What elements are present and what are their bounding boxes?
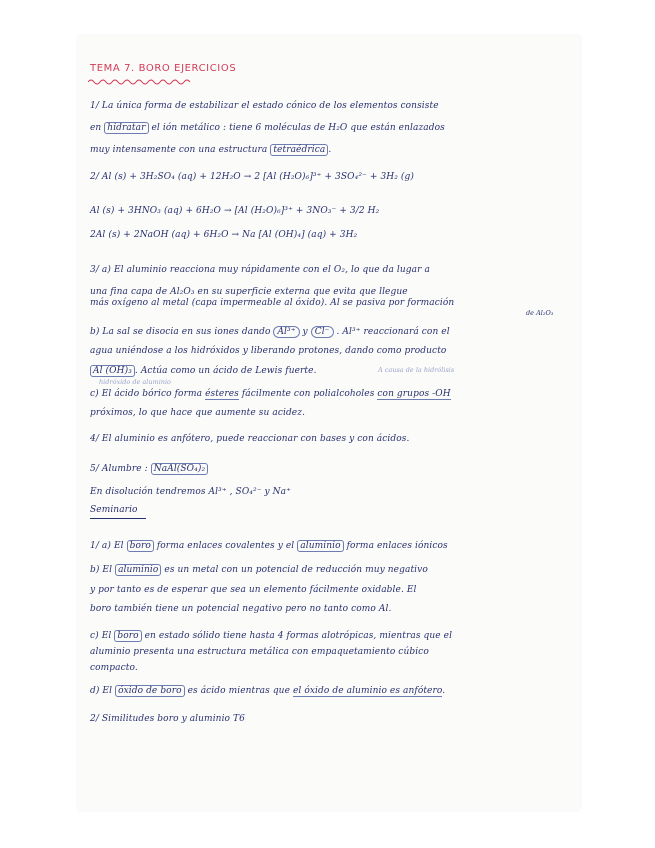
exercise-3b-line-3: Al (OH)₃ . Actúa como un ácido de Lewis fuerte. — [90, 366, 317, 376]
exercise-3b-line-2: agua uniéndose a los hidróxidos y liberando protones, dando como producto — [90, 346, 447, 356]
aloh3-box: Al (OH)₃ — [90, 365, 135, 377]
alumbre-formula-box: NaAl(SO₄)₂ — [151, 463, 208, 475]
seminario-heading: Seminario — [90, 505, 138, 515]
al3-circle: Al³⁺ — [273, 326, 299, 338]
exercise-4: 4/ El aluminio es anfótero, puede reaccionar con bases y con ácidos. — [90, 434, 410, 444]
cl-circle: Cl⁻ — [311, 326, 334, 338]
reaction-3: 2Al (s) + 2NaOH (aq) + 6H₂O → Na [Al (OH)₄] (aq) + 3H₂ — [90, 230, 358, 240]
exercise-3b-line-1: b) La sal se disocia en sus iones dando Al³⁺ y Cl⁻ . Al³⁺ reaccionará con el — [90, 327, 450, 337]
exercise-3a-line-1: 3/ a) El aluminio reacciona muy rápidamente con el O₂, lo que da lugar a — [90, 265, 430, 275]
seminario-1c-line-2: aluminio presenta una estructura metálica con empaquetamiento cúbico — [90, 647, 429, 657]
exercise-3a-margin-note: de Al₂O₃ — [526, 309, 554, 317]
exercise-3c-line-1: c) El ácido bórico forma ésteres fácilmente con polialcoholes con grupos -OH — [90, 389, 451, 399]
seminario-underline — [90, 518, 146, 519]
hidrolisis-note: A causa de la hidrólisis — [378, 366, 455, 374]
seminario-1b-line-2: y por tanto es de esperar que sea un elemento fácilmente oxidable. El — [90, 585, 417, 595]
exercise-3c-line-2: próximos, lo que hace que aumente su acidez. — [90, 408, 306, 418]
seminario-1d: d) El óxido de boro es ácido mientras que el óxido de aluminio es anfótero. — [90, 686, 446, 696]
tetraedrica-box: tetraédrica — [270, 144, 328, 156]
seminario-1b-line-1: b) El aluminio es un metal con un potencial de reducción muy negativo — [90, 565, 428, 575]
exercise-1-line-3: muy intensamente con una estructura tetraédrica . — [90, 145, 332, 155]
seminario-1c-line-3: compacto. — [90, 663, 138, 673]
title-underline-squiggle — [88, 78, 193, 86]
exercise-5-line-2: En disolución tendremos Al³⁺ , SO₄²⁻ y Na⁺ — [90, 487, 291, 497]
seminario-1b-line-3: boro también tiene un potencial negativo pero no tanto como Al. — [90, 604, 392, 614]
exercise-1-line-2: en hidratar el ión metálico : tiene 6 moléculas de H₂O que están enlazados — [90, 123, 445, 133]
page-title: TEMA 7. BORO EJERCICIOS — [90, 63, 237, 74]
reaction-1: 2/ Al (s) + 3H₂SO₄ (aq) + 12H₂O → 2 [Al (H₂O)₆]³⁺ + 3SO₄²⁻ + 3H₂ (g) — [90, 172, 414, 182]
exercise-5-line-1: 5/ Alumbre : NaAl(SO₄)₂ — [90, 464, 208, 474]
seminario-1a: 1/ a) El boro forma enlaces covalentes y el aluminio forma enlaces iónicos — [90, 541, 448, 551]
exercise-3a-line-3: más oxígeno al metal (capa impermeable al óxido). Al se pasiva por formación — [90, 298, 455, 308]
seminario-1c-line-1: c) El boro en estado sólido tiene hasta 4 formas alotrópicas, mientras que el — [90, 631, 453, 641]
hidroxido-note: hidróxido de aluminio — [99, 378, 171, 386]
reaction-2: Al (s) + 3HNO₃ (aq) + 6H₂O → [Al (H₂O)₆]³⁺ + 3NO₃⁻ + 3/2 H₂ — [90, 206, 380, 216]
hidratar-box: hidratar — [104, 122, 148, 134]
exercise-1-line-1: 1/ La única forma de estabilizar el estado cónico de los elementos consiste — [90, 101, 439, 111]
seminario-2: 2/ Similitudes boro y aluminio T6 — [90, 714, 245, 724]
exercise-3a-line-2: una fina capa de Al₂O₃ en su superficie externa que evita que llegue — [90, 287, 408, 297]
